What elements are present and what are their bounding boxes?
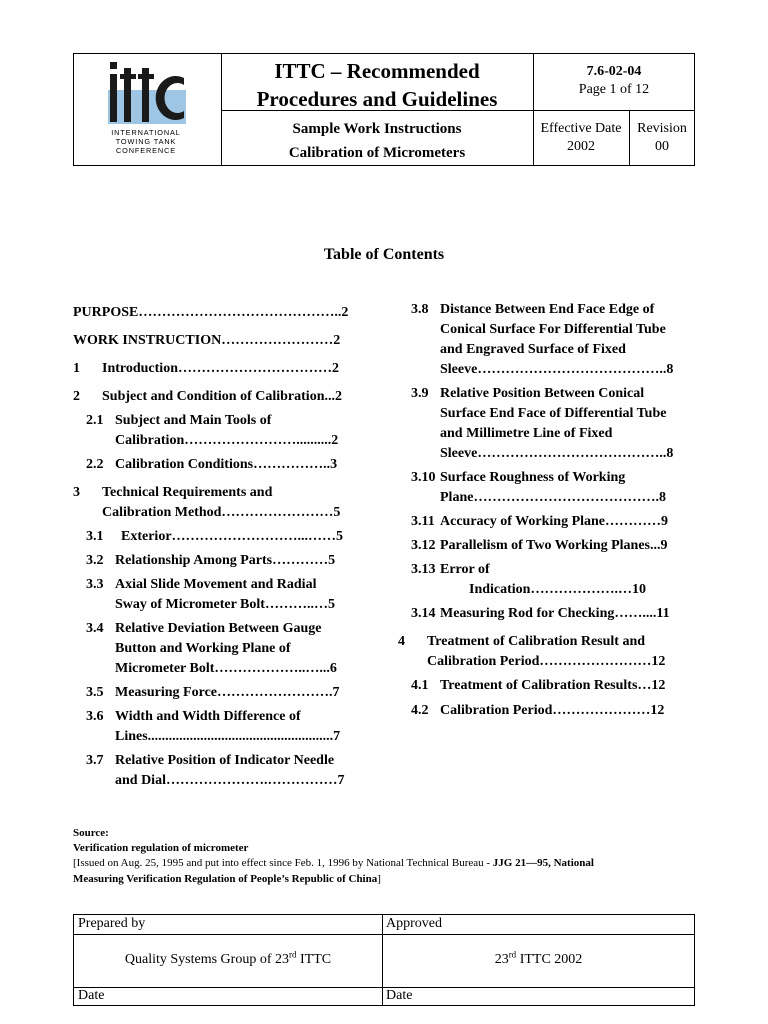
toc-entry[interactable] [86, 551, 335, 571]
approval-table-divider [74, 934, 694, 935]
effective-date-label: Effective Date [540, 121, 622, 136]
logo-caption [100, 128, 192, 155]
toc-entry[interactable] [86, 527, 343, 547]
toc-entry[interactable] [86, 683, 340, 703]
approved-value-text: 23 [494, 952, 509, 967]
prepared-by-value-sup: rd [289, 949, 297, 960]
toc-entry-text: Calibration Conditions……………..3 [115, 457, 338, 472]
toc-entry-text: Relationship Among Parts…………5 [115, 553, 336, 568]
toc-entry-text: Accuracy of Working Plane…………9 [440, 514, 669, 529]
toc-entry-text: Sleeve…………………………………..8 [440, 446, 674, 461]
toc-entry-text: WORK INSTRUCTION……………………2 [73, 333, 341, 348]
toc-entry-number: 3.9 [411, 386, 429, 401]
toc-entry-text: Micrometer Bolt………………..…...6 [115, 661, 337, 676]
logo-caption-line: INTERNATIONAL [111, 128, 181, 137]
toc-entry-number: 4 [398, 634, 405, 649]
toc-entry-text: Plane………………………………….8 [440, 490, 666, 505]
document-code: 7.6-02-04 [586, 64, 642, 79]
toc-entry[interactable] [411, 560, 646, 600]
toc-entry-text: Axial Slide Movement and Radial [115, 577, 317, 592]
toc-entry[interactable] [73, 331, 340, 351]
toc-entry-number: 3.4 [86, 621, 104, 636]
toc-entry-text: Sway of Micrometer Bolt………..…5 [115, 597, 335, 612]
logo-caption-line: CONFERENCE [115, 146, 177, 155]
toc-entry-number: 2 [73, 389, 80, 404]
source-citation [73, 857, 594, 869]
toc-entry[interactable] [411, 384, 673, 464]
date-label: Date [386, 988, 413, 1003]
subtitle-line: Calibration of Micrometers [288, 145, 466, 161]
prepared-by-value-text: Quality Systems Group of 23 [124, 952, 289, 967]
document-title [222, 57, 532, 113]
toc-entry-number: 3.3 [86, 577, 104, 592]
toc-entry[interactable] [411, 300, 673, 380]
toc-entry-text: Relative Position Between Conical [440, 386, 645, 401]
toc-entry-text: Relative Deviation Between Gauge [115, 621, 322, 636]
revision-label: Revision [637, 121, 687, 136]
toc-entry[interactable] [86, 575, 335, 615]
toc-entry-text: Distance Between End Face Edge of [440, 302, 655, 317]
approved-label: Approved [386, 916, 442, 931]
source-citation-standard: Measuring Verification Regulation of People’s Republic of China [73, 873, 378, 885]
toc-entry-number: 1 [73, 361, 80, 376]
toc-entry-text: Surface End Face of Differential Tube [440, 406, 667, 421]
toc-entry-number: 3.5 [86, 685, 104, 700]
toc-entry-text: Calibration Period……………………12 [427, 654, 666, 669]
source-citation-cont [73, 873, 381, 885]
toc-entry[interactable] [411, 676, 665, 696]
prepared-by-value [74, 949, 382, 968]
prepared-by-value-text: ITTC [296, 952, 332, 967]
ittc-logo [100, 60, 192, 160]
toc-entry-text: Subject and Condition of Calibration...2 [102, 389, 342, 404]
source-citation-text: [Issued on Aug. 25, 1995 and put into effect since Feb. 1, 1996 by National Technical Bureau - [73, 857, 493, 869]
toc-title: Table of Contents [323, 246, 445, 263]
document-subtitle [222, 117, 532, 165]
toc-entry[interactable] [411, 536, 668, 556]
toc-entry-text: Calibration Period…………………12 [440, 703, 665, 718]
effective-date-value: 2002 [567, 139, 595, 154]
toc-entry-text: Measuring Rod for Checking……....11 [440, 606, 670, 621]
toc-entry-text: Lines.....................................................7 [115, 729, 341, 744]
toc-entry-number: 3.11 [411, 514, 435, 529]
approved-value-sup: rd [508, 949, 517, 960]
toc-entry[interactable] [86, 707, 340, 747]
toc-entry-text: Indication……………….…10 [469, 582, 646, 597]
toc-entry-text: Exterior………………………...……5 [121, 529, 344, 544]
toc-entry[interactable] [86, 411, 338, 451]
toc-entry-text: Measuring Force…………………….7 [115, 685, 340, 700]
toc-entry-number: 3 [73, 485, 80, 500]
toc-entry[interactable] [411, 468, 666, 508]
toc-entry-number: 4.1 [411, 678, 429, 693]
toc-entry[interactable] [73, 359, 339, 379]
toc-entry-text: Surface Roughness of Working [440, 470, 626, 485]
toc-entry-number: 4.2 [411, 703, 429, 718]
toc-entry-text: Parallelism of Two Working Planes...9 [440, 538, 668, 553]
toc-entry-text: Button and Working Plane of [115, 641, 291, 656]
toc-entry-text: Width and Width Difference of [115, 709, 301, 724]
toc-entry-text: and Millimetre Line of Fixed [440, 426, 613, 441]
approval-table-divider [74, 987, 694, 988]
source-citation-end: ] [377, 873, 381, 885]
toc-entry-text: Relative Position of Indicator Needle [115, 753, 335, 768]
toc-entry-number: 2.2 [86, 457, 104, 472]
toc-entry-text: Treatment of Calibration Result and [427, 634, 646, 649]
toc-entry-text: Calibration Method……………………5 [102, 505, 341, 520]
toc-entry-text: Error of [440, 562, 490, 577]
toc-entry-text: Sleeve…………………………………..8 [440, 362, 674, 377]
toc-entry-text: Conical Surface For Differential Tube [440, 322, 666, 337]
revision [629, 120, 695, 156]
toc-entry-number: 2.1 [86, 413, 104, 428]
approved-value-text: ITTC 2002 [516, 952, 583, 967]
title-line: Procedures and Guidelines [256, 87, 498, 111]
toc-entry-number: 3.12 [411, 538, 436, 553]
toc-entry-number: 3.14 [411, 606, 436, 621]
subtitle-line: Sample Work Instructions [292, 121, 462, 137]
toc-entry-text: PURPOSE……………………………………..2 [73, 305, 349, 320]
toc-entry[interactable] [73, 387, 342, 407]
toc-entry-number: 3.6 [86, 709, 104, 724]
revision-value: 00 [655, 139, 669, 154]
toc-entry-text: and Engraved Surface of Fixed [440, 342, 626, 357]
source-label: Source: [73, 827, 109, 839]
toc-entry[interactable] [86, 619, 337, 679]
toc-entry-text: Subject and Main Tools of [115, 413, 272, 428]
toc-entry[interactable] [86, 751, 344, 791]
ittc-logo-icon [100, 60, 192, 128]
toc-entry[interactable] [73, 303, 348, 323]
toc-entry[interactable] [411, 604, 670, 624]
toc-entry-number: 3.1 [86, 529, 104, 544]
toc-entry-text: Technical Requirements and [102, 485, 273, 500]
logo-caption-line: TOWING TANK [115, 137, 177, 146]
approval-table [73, 914, 695, 1006]
prepared-by-label: Prepared by [78, 916, 146, 931]
approved-value [383, 949, 694, 968]
toc-entry[interactable] [411, 512, 668, 532]
toc-entry-text: Calibration……………………..........2 [115, 433, 339, 448]
toc-entry-number: 3.8 [411, 302, 429, 317]
toc-entry-text: Treatment of Calibration Results…12 [440, 678, 666, 693]
toc-entry-text: and Dial………………….……………7 [115, 773, 345, 788]
toc-entry-number: 3.13 [411, 562, 436, 577]
toc-entry[interactable] [398, 632, 665, 672]
source-citation-standard: JJG 21—95, National [492, 857, 594, 869]
toc-entry-number: 3.10 [411, 470, 436, 485]
toc-entry[interactable] [73, 483, 340, 523]
date-label: Date [78, 988, 105, 1003]
toc-entry-number: 3.2 [86, 553, 104, 568]
page-number: Page 1 of 12 [578, 82, 650, 97]
effective-date [533, 120, 629, 156]
toc-entry-number: 3.7 [86, 753, 104, 768]
toc-entry[interactable] [411, 701, 664, 721]
toc-entry[interactable] [86, 455, 337, 475]
source-title: Verification regulation of micrometer [73, 842, 249, 854]
title-line: ITTC – Recommended [274, 59, 480, 83]
toc-entry-text: Introduction……………………………2 [102, 361, 339, 376]
